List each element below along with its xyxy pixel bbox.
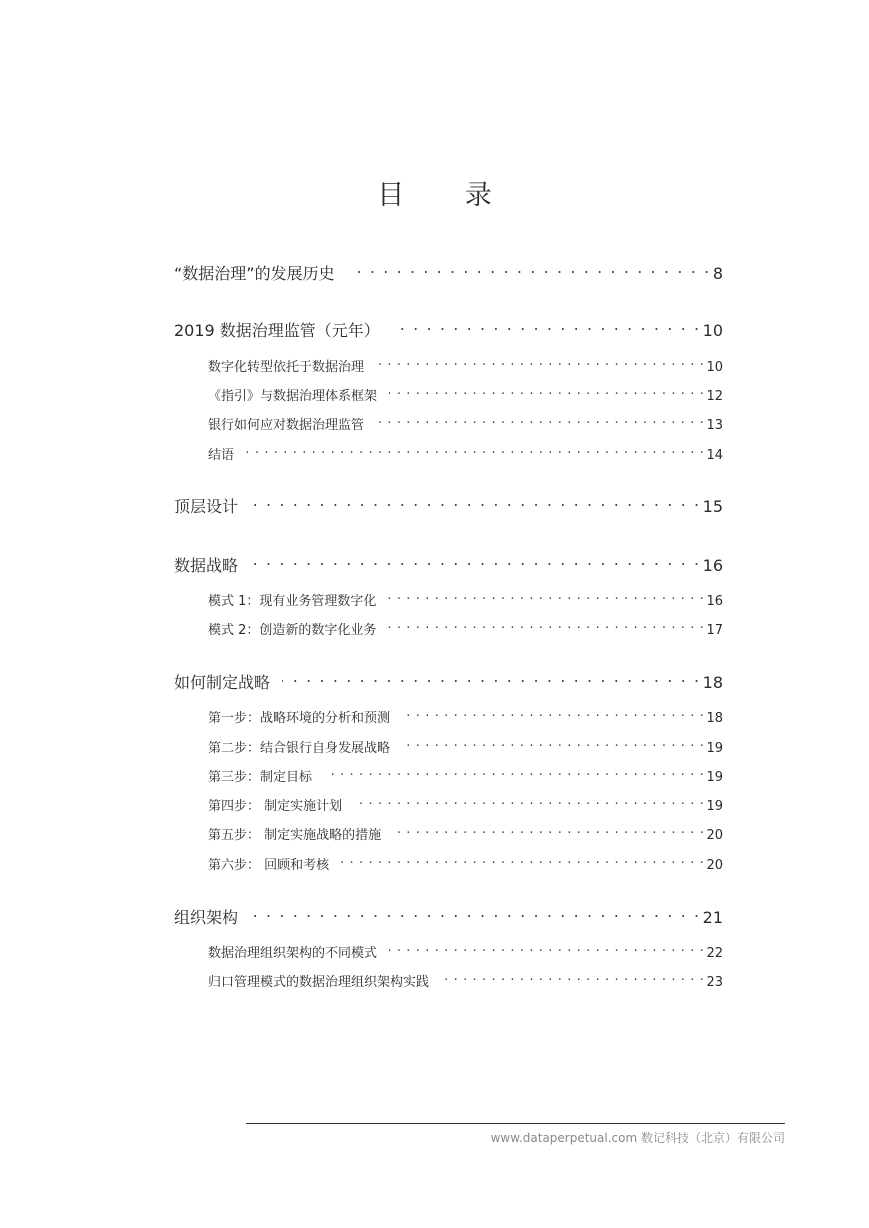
toc-entry-page: 19 xyxy=(706,741,723,756)
toc-entry-label: 如何制定战略 xyxy=(174,673,271,692)
toc-entry-label: 2019 数据治理监管（元年） xyxy=(174,321,380,340)
toc-entry-page: 12 xyxy=(706,389,723,404)
toc-entry-centralized-practice[interactable] xyxy=(208,968,723,990)
toc-leader-dots xyxy=(402,704,704,722)
toc-entry-label: 归口管理模式的数据治理组织架构实践 xyxy=(208,975,430,990)
toc-entry-step-4[interactable] xyxy=(208,792,723,814)
toc-leader-dots xyxy=(392,314,701,336)
toc-leader-dots xyxy=(341,851,704,869)
toc-entry-page: 19 xyxy=(706,770,723,785)
toc-entry-org-structure[interactable] xyxy=(174,901,723,927)
toc-entry-label: “数据治理”的发展历史 xyxy=(174,264,335,283)
toc-entry-top-level-design[interactable] xyxy=(174,490,723,516)
toc-entry-label: 第四步： 制定实施计划 xyxy=(208,799,343,814)
toc-entry-history[interactable] xyxy=(174,257,723,283)
page-title: 目 录 xyxy=(377,180,518,211)
toc-entry-page: 10 xyxy=(706,360,723,375)
toc-entry-page: 10 xyxy=(702,321,723,340)
toc-entry-page: 16 xyxy=(702,556,723,575)
toc-leader-dots xyxy=(250,549,701,571)
toc-entry-page: 18 xyxy=(702,673,723,692)
toc-entry-label: 第二步：结合银行自身发展战略 xyxy=(208,741,391,756)
toc-entry-digital-transformation[interactable] xyxy=(208,353,723,375)
toc-leader-dots xyxy=(347,257,711,279)
toc-entry-step-6[interactable] xyxy=(208,851,723,873)
toc-entry-label: 组织架构 xyxy=(174,908,239,927)
toc-leader-dots xyxy=(389,382,704,400)
toc-entry-page: 23 xyxy=(706,975,723,990)
toc-entry-page: 13 xyxy=(706,418,723,433)
toc-entry-guidelines-framework[interactable] xyxy=(208,382,723,404)
toc-entry-page: 22 xyxy=(706,946,723,961)
toc-entry-label: 第六步： 回顾和考核 xyxy=(208,858,330,873)
toc-entry-label: 《指引》与数据治理体系框架 xyxy=(208,389,378,404)
toc-leader-dots xyxy=(393,821,704,839)
toc-entry-page: 16 xyxy=(706,594,723,609)
toc-entry-bank-response[interactable] xyxy=(208,411,723,433)
toc-entry-label: 数字化转型依托于数据治理 xyxy=(208,360,365,375)
toc-leader-dots xyxy=(354,792,704,810)
footer-divider xyxy=(246,1123,785,1124)
toc-entry-step-2[interactable] xyxy=(208,734,723,756)
toc-leader-dots xyxy=(389,939,704,957)
toc-entry-page: 14 xyxy=(706,448,723,463)
toc-entry-step-3[interactable] xyxy=(208,763,723,785)
toc-entry-page: 8 xyxy=(712,264,723,283)
toc-entry-data-strategy[interactable] xyxy=(174,549,723,575)
toc-entry-label: 第三步：制定目标 xyxy=(208,770,313,785)
toc-entry-step-1[interactable] xyxy=(208,704,723,726)
toc-entry-label: 第一步：战略环境的分析和预测 xyxy=(208,711,391,726)
toc-entry-page: 19 xyxy=(706,799,723,814)
toc-entry-label: 模式 2：创造新的数字化业务 xyxy=(208,623,377,638)
toc-entry-page: 21 xyxy=(702,908,723,927)
toc-entry-label: 顶层设计 xyxy=(174,497,239,516)
toc-entry-label: 数据治理组织架构的不同模式 xyxy=(208,946,378,961)
toc-entry-mode-2[interactable] xyxy=(208,616,723,638)
toc-leader-dots xyxy=(376,353,704,371)
toc-leader-dots xyxy=(250,901,701,923)
toc-entry-label: 结语 xyxy=(208,448,235,463)
toc-entry-label: 模式 1：现有业务管理数字化 xyxy=(208,594,377,609)
toc-entry-step-5[interactable] xyxy=(208,821,723,843)
toc-entry-page: 15 xyxy=(702,497,723,516)
toc-entry-page: 18 xyxy=(706,711,723,726)
toc-leader-dots xyxy=(376,411,704,429)
toc-leader-dots xyxy=(250,490,701,512)
toc-entry-label: 银行如何应对数据治理监管 xyxy=(208,418,365,433)
toc-leader-dots xyxy=(441,968,704,986)
footer-text: www.dataperpetual.com 数记科技（北京）有限公司 xyxy=(490,1131,785,1145)
toc-leader-dots xyxy=(246,441,704,459)
toc-entry-label: 第五步： 制定实施战略的措施 xyxy=(208,828,382,843)
toc-entry-page: 20 xyxy=(706,828,723,843)
toc-entry-strategy-making[interactable] xyxy=(174,666,723,692)
toc-leader-dots xyxy=(388,616,704,634)
toc-entry-page: 17 xyxy=(706,623,723,638)
toc-entry-page: 20 xyxy=(706,858,723,873)
toc-entry-mode-1[interactable] xyxy=(208,587,723,609)
toc-entry-conclusion[interactable] xyxy=(208,441,723,463)
toc-leader-dots xyxy=(282,666,701,688)
toc-leader-dots xyxy=(402,734,704,752)
toc-entry-regulation-2019[interactable] xyxy=(174,314,723,340)
toc-entry-org-modes[interactable] xyxy=(208,939,723,961)
toc-leader-dots xyxy=(324,763,704,781)
toc-entry-label: 数据战略 xyxy=(174,556,239,575)
toc-leader-dots xyxy=(388,587,704,605)
